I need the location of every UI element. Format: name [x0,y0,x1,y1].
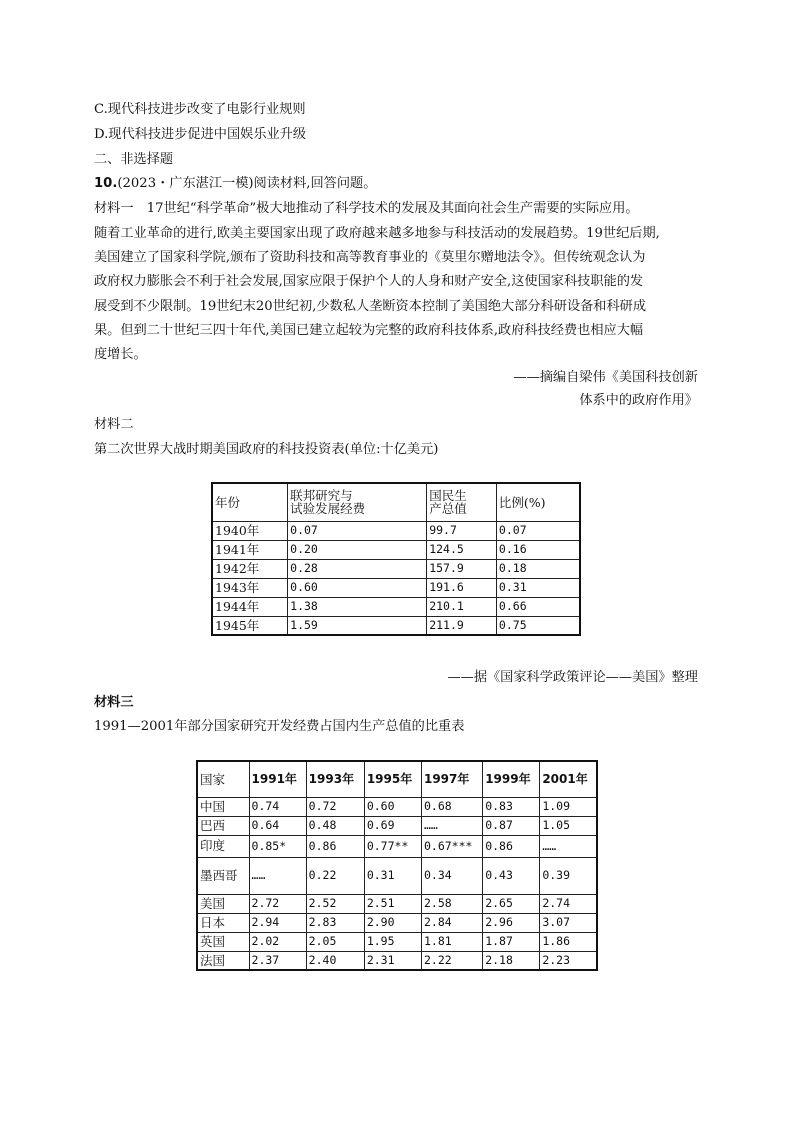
table-row [212,521,580,540]
header-year: 1993年 [306,761,364,797]
table-row [197,913,597,932]
question-number: 10. [94,176,118,191]
cell-value: 2.90 [364,913,421,932]
cell-value: 0.31 [364,857,421,894]
cell-gnp: 124.5 [427,540,497,559]
cell-country: 印度 [197,835,249,857]
header-gnp: 国民生 产总值 [427,483,497,521]
header-federal-rd: 联邦研究与 试验发展经费 [288,483,427,521]
material2-citation: ——据《国家科学政策评论——美国》整理 [447,670,698,685]
option-d: D.现代科技进步促进中国娱乐业升级 [94,127,307,142]
header-year: 1995年 [364,761,421,797]
cell-value: 0.60 [364,797,421,816]
cell-value: 2.65 [483,894,540,913]
cell-value: 0.22 [306,857,364,894]
header-year: 1991年 [249,761,306,797]
table-row [212,616,580,635]
cell-value: 2.74 [540,894,597,913]
cell-value: …… [249,857,306,894]
cell-rd: 0.28 [288,559,427,578]
section-heading: 二、非选择题 [94,152,174,167]
table-row [212,559,580,578]
cell-value: 0.43 [483,857,540,894]
cell-country: 中国 [197,797,249,816]
table-row [197,951,597,970]
cell-value: 2.51 [364,894,421,913]
material1-line: 随着工业革命的进行,欧美主要国家出现了政府越来越多地参与科技活动的发展趋势。19世纪后期, [94,226,660,241]
material3-label: 材料三 [94,695,134,710]
cell-ratio: 0.18 [496,559,580,578]
cell-gnp: 191.6 [427,578,497,597]
material1-citation-line1: ——摘编自梁伟《美国科技创新 [513,370,698,385]
cell-year: 1942年 [212,559,288,578]
table-row [212,597,580,616]
cell-value: 2.23 [540,951,597,970]
material1-line: 展受到不少限制。19世纪末20世纪初,少数私人垄断资本控制了美国绝大部分科研设备和科研成 [94,299,647,314]
cell-value: 2.22 [421,951,482,970]
material1-line: 材料一 17世纪“科学革命”极大地推动了科学技术的发展及其面向社会生产需要的实际应用。 [94,201,639,216]
cell-value: 2.02 [249,932,306,951]
cell-gnp: 210.1 [427,597,497,616]
table-row [212,540,580,559]
material1-line: 度增长。 [94,347,147,362]
header-year: 1997年 [421,761,482,797]
cell-gnp: 211.9 [427,616,497,635]
cell-value: 2.05 [306,932,364,951]
material2-table-title: 第二次世界大战时期美国政府的科技投资表(单位:十亿美元) [94,442,439,457]
cell-country: 英国 [197,932,249,951]
cell-country: 日本 [197,913,249,932]
cell-year: 1941年 [212,540,288,559]
table-row [197,932,597,951]
cell-rd: 1.59 [288,616,427,635]
table-row [197,835,597,857]
cell-value: 0.85* [249,835,306,857]
cell-value: 0.86 [483,835,540,857]
cell-value: 2.84 [421,913,482,932]
header-year: 1999年 [483,761,540,797]
cell-value: 0.64 [249,816,306,835]
cell-value: 0.83 [483,797,540,816]
question-header [94,172,376,191]
table-row [197,816,597,835]
cell-gnp: 99.7 [427,521,497,540]
cell-value: 1.09 [540,797,597,816]
table-row [197,797,597,816]
cell-year: 1945年 [212,616,288,635]
header-year: 年份 [212,483,288,521]
cell-value: 0.48 [306,816,364,835]
cell-value: 0.86 [306,835,364,857]
cell-value: …… [421,816,482,835]
cell-year: 1940年 [212,521,288,540]
cell-value: 2.18 [483,951,540,970]
cell-country: 美国 [197,894,249,913]
table-row [197,857,597,894]
material1-line: 果。但到二十世纪三四十年代,美国已建立起较为完整的政府科技体系,政府科技经费也相应大幅 [94,323,644,338]
table-row [212,578,580,597]
cell-ratio: 0.07 [496,521,580,540]
cell-value: 0.72 [306,797,364,816]
cell-value: 0.69 [364,816,421,835]
cell-value: 1.05 [540,816,597,835]
cell-value: …… [540,835,597,857]
cell-value: 0.87 [483,816,540,835]
option-c: C.现代科技进步改变了电影行业规则 [94,102,306,117]
material3-table-title: 1991—2001年部分国家研究开发经费占国内生产总值的比重表 [94,719,465,734]
cell-value: 2.94 [249,913,306,932]
cell-rd: 0.07 [288,521,427,540]
cell-value: 2.58 [421,894,482,913]
cell-value: 0.77** [364,835,421,857]
table-header-row [212,483,580,521]
header-country: 国家 [197,761,249,797]
us-tech-investment-table [211,482,581,636]
cell-ratio: 0.66 [496,597,580,616]
cell-value: 1.86 [540,932,597,951]
cell-value: 2.31 [364,951,421,970]
cell-value: 3.07 [540,913,597,932]
header-year: 2001年 [540,761,597,797]
cell-value: 2.52 [306,894,364,913]
cell-ratio: 0.16 [496,540,580,559]
cell-country: 法国 [197,951,249,970]
material2-label: 材料二 [94,417,134,432]
question-source: (2023・广东湛江一模)阅读材料,回答问题。 [117,176,377,191]
cell-value: 0.39 [540,857,597,894]
cell-value: 1.95 [364,932,421,951]
cell-country: 墨西哥 [197,857,249,894]
table-row [197,894,597,913]
material1-line: 美国建立了国家科学院,颁布了资助科技和高等教育事业的《莫里尔赠地法令》。但传统观念认为 [94,250,646,265]
cell-value: 2.83 [306,913,364,932]
material1-citation-line2: 体系中的政府作用》 [579,393,698,408]
cell-value: 0.74 [249,797,306,816]
cell-rd: 0.20 [288,540,427,559]
cell-value: 2.96 [483,913,540,932]
cell-gnp: 157.9 [427,559,497,578]
table-header-row [197,761,597,797]
header-ratio: 比例(%) [496,483,580,521]
cell-value: 2.72 [249,894,306,913]
cell-rd: 1.38 [288,597,427,616]
material1-line: 政府权力膨胀会不利于社会发展,国家应限于保护个人的人身和财产安全,这使国家科技职能的发 [94,274,644,289]
rd-gdp-ratio-table [196,760,598,971]
cell-value: 1.87 [483,932,540,951]
cell-value: 0.67*** [421,835,482,857]
cell-value: 2.37 [249,951,306,970]
cell-rd: 0.60 [288,578,427,597]
cell-ratio: 0.75 [496,616,580,635]
cell-value: 2.40 [306,951,364,970]
cell-value: 0.34 [421,857,482,894]
cell-value: 1.81 [421,932,482,951]
cell-value: 0.68 [421,797,482,816]
cell-year: 1944年 [212,597,288,616]
cell-ratio: 0.31 [496,578,580,597]
cell-year: 1943年 [212,578,288,597]
cell-country: 巴西 [197,816,249,835]
